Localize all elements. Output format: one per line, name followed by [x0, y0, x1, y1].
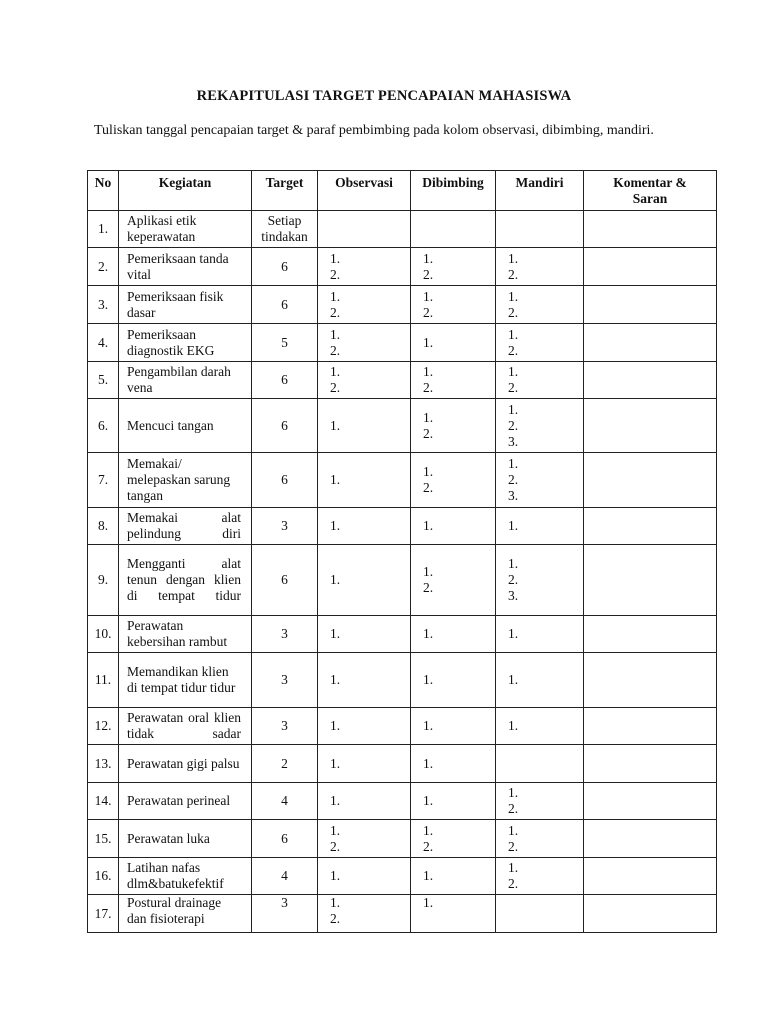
- cell-dibimbing: 1.: [411, 858, 496, 895]
- cell-mandiri: 1. 2. 3.: [496, 545, 584, 616]
- cell-no: 13.: [88, 745, 119, 783]
- cell-observasi: 1.: [318, 508, 411, 545]
- cell-dibimbing: 1.: [411, 708, 496, 745]
- cell-kegiatan: Mengganti alat tenun dengan klien di tempat tidur: [119, 545, 252, 616]
- cell-target: 2: [252, 745, 318, 783]
- cell-kegiatan: Pemeriksaan fisik dasar: [119, 286, 252, 324]
- cell-no: 11.: [88, 653, 119, 708]
- cell-dibimbing: 1. 2.: [411, 248, 496, 286]
- header-dibimbing: Dibimbing: [411, 171, 496, 211]
- cell-dibimbing: 1. 2.: [411, 453, 496, 508]
- cell-no: 12.: [88, 708, 119, 745]
- cell-target: 4: [252, 858, 318, 895]
- header-komentar: [584, 171, 717, 211]
- cell-kegiatan: Perawatan luka: [119, 820, 252, 858]
- cell-observasi: 1.: [318, 399, 411, 453]
- header-no: No: [88, 171, 119, 211]
- cell-komentar: [584, 820, 717, 858]
- cell-observasi: 1.: [318, 783, 411, 820]
- cell-komentar: [584, 708, 717, 745]
- table-row: [88, 324, 717, 362]
- cell-target: 3: [252, 616, 318, 653]
- cell-no: 4.: [88, 324, 119, 362]
- cell-mandiri: 1. 2. 3.: [496, 453, 584, 508]
- cell-target: 6: [252, 286, 318, 324]
- cell-mandiri: 1. 2.: [496, 362, 584, 399]
- cell-kegiatan: Pemeriksaan tanda vital: [119, 248, 252, 286]
- cell-kegiatan: Memakai alat pelindung diri: [119, 508, 252, 545]
- cell-komentar: [584, 286, 717, 324]
- cell-komentar: [584, 616, 717, 653]
- cell-komentar: [584, 508, 717, 545]
- table-row: [88, 286, 717, 324]
- cell-no: 3.: [88, 286, 119, 324]
- table-row: [88, 616, 717, 653]
- header-target: Target: [252, 171, 318, 211]
- cell-no: 15.: [88, 820, 119, 858]
- cell-komentar: [584, 545, 717, 616]
- header-mandiri: Mandiri: [496, 171, 584, 211]
- cell-komentar: [584, 399, 717, 453]
- cell-observasi: [318, 211, 411, 248]
- cell-dibimbing: 1.: [411, 745, 496, 783]
- header-kegiatan: Kegiatan: [119, 171, 252, 211]
- table-row: [88, 508, 717, 545]
- cell-komentar: [584, 895, 717, 933]
- header-observasi: Observasi: [318, 171, 411, 211]
- table-row: [88, 399, 717, 453]
- cell-mandiri: 1.: [496, 508, 584, 545]
- cell-target: 3: [252, 508, 318, 545]
- table-row: [88, 362, 717, 399]
- cell-kegiatan: Perawatan perineal: [119, 783, 252, 820]
- cell-no: 14.: [88, 783, 119, 820]
- cell-no: 1.: [88, 211, 119, 248]
- table-row: [88, 783, 717, 820]
- cell-kegiatan: Mencuci tangan: [119, 399, 252, 453]
- cell-target: 6: [252, 362, 318, 399]
- table-row: [88, 248, 717, 286]
- cell-kegiatan: Pengambilan darah vena: [119, 362, 252, 399]
- cell-mandiri: 1. 2.: [496, 248, 584, 286]
- cell-mandiri: [496, 745, 584, 783]
- cell-dibimbing: [411, 211, 496, 248]
- table-row: [88, 545, 717, 616]
- table-body: [88, 211, 717, 933]
- cell-no: 6.: [88, 399, 119, 453]
- cell-mandiri: 1. 2.: [496, 324, 584, 362]
- cell-observasi: 1.: [318, 708, 411, 745]
- document-title: REKAPITULASI TARGET PENCAPAIAN MAHASISWA: [196, 88, 572, 104]
- table-row: [88, 820, 717, 858]
- cell-mandiri: [496, 211, 584, 248]
- cell-target: 6: [252, 399, 318, 453]
- cell-dibimbing: 1.: [411, 616, 496, 653]
- cell-kegiatan: Perawatan oral klien tidak sadar: [119, 708, 252, 745]
- header-komentar-line2: Saran: [632, 191, 668, 206]
- cell-mandiri: 1. 2.: [496, 783, 584, 820]
- cell-no: 10.: [88, 616, 119, 653]
- cell-kegiatan: Memandikan klien di tempat tidur tidur: [119, 653, 252, 708]
- cell-no: 9.: [88, 545, 119, 616]
- cell-komentar: [584, 248, 717, 286]
- header-komentar-line1: Komentar &: [613, 175, 687, 190]
- cell-no: 2.: [88, 248, 119, 286]
- cell-kegiatan: Pemeriksaan diagnostik EKG: [119, 324, 252, 362]
- table-row: [88, 745, 717, 783]
- cell-komentar: [584, 362, 717, 399]
- cell-kegiatan: Memakai/ melepaskan sarung tangan: [119, 453, 252, 508]
- cell-observasi: 1.: [318, 616, 411, 653]
- cell-target: 5: [252, 324, 318, 362]
- cell-komentar: [584, 858, 717, 895]
- cell-kegiatan: Perawatan gigi palsu: [119, 745, 252, 783]
- cell-observasi: 1.: [318, 453, 411, 508]
- cell-target: 6: [252, 545, 318, 616]
- cell-komentar: [584, 324, 717, 362]
- cell-dibimbing: 1.: [411, 653, 496, 708]
- cell-komentar: [584, 653, 717, 708]
- cell-dibimbing: 1. 2.: [411, 286, 496, 324]
- cell-dibimbing: 1. 2.: [411, 362, 496, 399]
- cell-observasi: 1.: [318, 858, 411, 895]
- cell-komentar: [584, 453, 717, 508]
- cell-komentar: [584, 211, 717, 248]
- cell-mandiri: 1.: [496, 616, 584, 653]
- table-header-row: [88, 171, 717, 211]
- cell-observasi: 1.: [318, 545, 411, 616]
- cell-target: Setiap tindakan: [252, 211, 318, 248]
- cell-observasi: 1. 2.: [318, 324, 411, 362]
- cell-dibimbing: 1. 2.: [411, 545, 496, 616]
- cell-target: 6: [252, 248, 318, 286]
- cell-target: 6: [252, 820, 318, 858]
- table-row: [88, 453, 717, 508]
- cell-kegiatan: Aplikasi etik keperawatan: [119, 211, 252, 248]
- cell-observasi: 1.: [318, 745, 411, 783]
- cell-target: 3: [252, 708, 318, 745]
- cell-observasi: 1. 2.: [318, 820, 411, 858]
- cell-target: 4: [252, 783, 318, 820]
- cell-target: 3: [252, 653, 318, 708]
- cell-komentar: [584, 745, 717, 783]
- cell-mandiri: 1. 2. 3.: [496, 399, 584, 453]
- cell-observasi: 1. 2.: [318, 248, 411, 286]
- cell-dibimbing: 1.: [411, 508, 496, 545]
- table-row: [88, 895, 717, 933]
- cell-target: 6: [252, 453, 318, 508]
- cell-no: 5.: [88, 362, 119, 399]
- cell-observasi: 1. 2.: [318, 286, 411, 324]
- table-row: [88, 211, 717, 248]
- cell-mandiri: 1. 2.: [496, 858, 584, 895]
- cell-no: 7.: [88, 453, 119, 508]
- cell-dibimbing: 1.: [411, 324, 496, 362]
- cell-no: 16.: [88, 858, 119, 895]
- cell-komentar: [584, 783, 717, 820]
- cell-observasi: 1. 2.: [318, 362, 411, 399]
- table-row: [88, 653, 717, 708]
- cell-dibimbing: 1. 2.: [411, 399, 496, 453]
- cell-target: 3: [252, 895, 318, 933]
- target-table: [87, 170, 717, 933]
- cell-dibimbing: 1.: [411, 895, 496, 933]
- cell-mandiri: 1.: [496, 708, 584, 745]
- cell-no: 8.: [88, 508, 119, 545]
- cell-observasi: 1.: [318, 653, 411, 708]
- cell-dibimbing: 1. 2.: [411, 820, 496, 858]
- cell-mandiri: [496, 895, 584, 933]
- table-row: [88, 858, 717, 895]
- cell-observasi: 1. 2.: [318, 895, 411, 933]
- cell-no: 17.: [88, 895, 119, 933]
- cell-dibimbing: 1.: [411, 783, 496, 820]
- instructions-text: Tuliskan tanggal pencapaian target & paraf pembimbing pada kolom observasi, dibimbing, mandiri.: [94, 123, 654, 138]
- cell-mandiri: 1.: [496, 653, 584, 708]
- cell-kegiatan: Latihan nafas dlm&batukefektif: [119, 858, 252, 895]
- cell-kegiatan: Postural drainage dan fisioterapi: [119, 895, 252, 933]
- cell-kegiatan: Perawatan kebersihan rambut: [119, 616, 252, 653]
- cell-mandiri: 1. 2.: [496, 286, 584, 324]
- table-row: [88, 708, 717, 745]
- cell-mandiri: 1. 2.: [496, 820, 584, 858]
